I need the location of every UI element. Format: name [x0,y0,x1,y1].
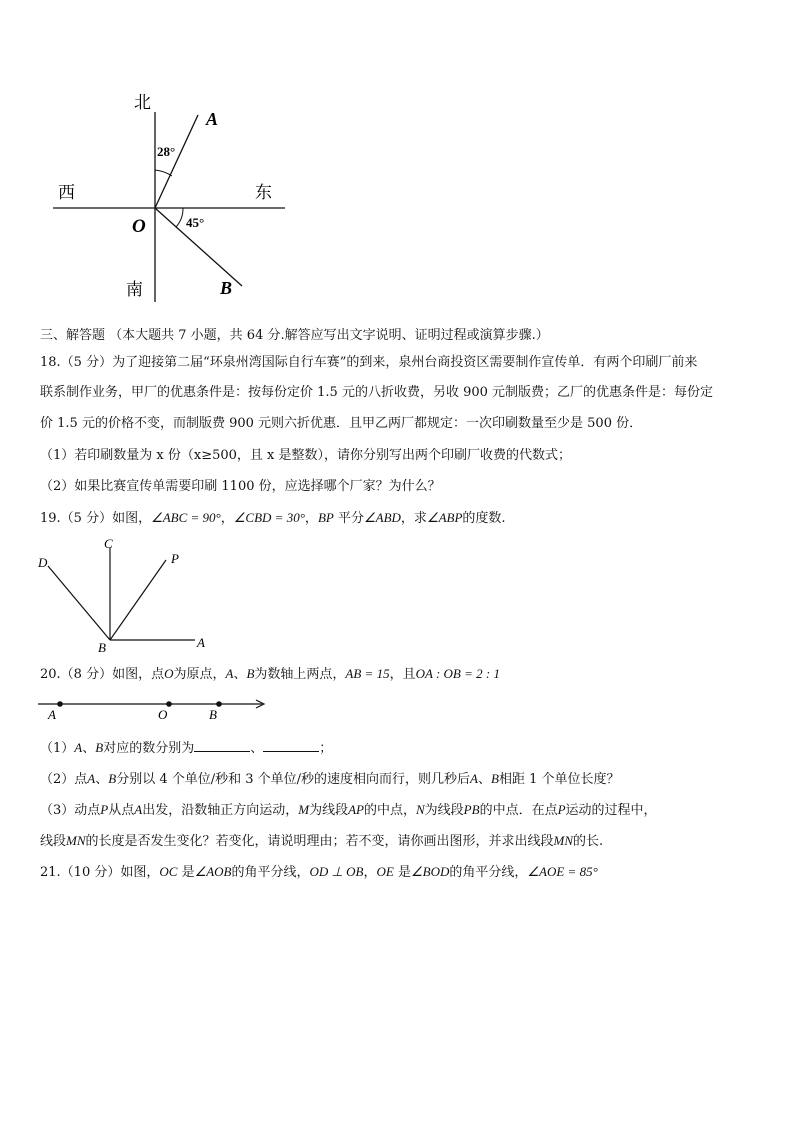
q20-t1: 为原点， [173,667,226,682]
label-angle-b: 45° [186,215,205,230]
q20-sub3-p: P [100,802,109,817]
label-point-a: A [206,109,219,129]
q21-bisector: 的角平分线， [231,865,310,880]
q20-sub-2 [40,769,620,790]
q21-bisector2: 的角平分线， [449,865,528,880]
q20-b: B [246,666,255,681]
q20-sub3-len: 的长. [573,834,604,849]
axis-label-o: O [158,707,168,722]
q19-angle-abp: ∠ABP [426,510,463,525]
label-west: 西 [58,183,75,202]
q20-sub3-a: A [134,802,143,817]
q20-sub-3-line-2 [40,831,603,852]
q19-sep-2: ， [304,511,318,526]
section-title: 三、解答题 （本大题共 7 小题，共 64 分.解答应写出文字说明、证明过程或演算步骤.） [40,328,549,343]
q19-prefix: 19.（5 分）如图， [40,511,152,526]
q21-oc: OC [159,864,178,879]
q19-angle-cbd: ∠CBD = 30° [233,510,305,525]
label-north: 北 [134,93,151,112]
q21-oe: OE [376,864,394,879]
q20-sub3-mid2: 的中点．在点 [479,803,558,818]
ray-bd [48,566,110,640]
label-east: 东 [255,183,272,202]
q20-sub3-seg3: 线段 [40,834,67,849]
q21-prefix: 21.（10 分）如图， [40,865,160,880]
q20-dun: 、 [233,667,247,682]
q19-find: ，求 [400,511,427,526]
q21-aoe: ∠AOE = 85° [527,864,598,879]
q20-sub2-b: B [108,771,117,786]
q20-sub3-change: 的长度是否发生变化？若变化，请说明理由；若不变，请你画出图形，并求出线段 [85,834,554,849]
q20-sub3-mn2: MN [553,833,574,848]
q20-sub3-pb: PB [463,802,480,817]
axis-label-a: A [48,707,56,722]
q20-sub-3 [40,800,657,821]
q20-sub3-p2: P [557,802,566,817]
angle-arc-a [155,170,172,176]
q18-sub-2: （2）如果比赛宣传单需要印刷 1100 份，应选择哪个厂家？为什么？ [40,479,441,494]
label-south: 南 [126,280,143,299]
q20-sub1-text: 对应的数分别为 [103,741,195,756]
q21-bod: ∠BOD [410,864,450,879]
q21-comma: ， [363,865,377,880]
label-origin: O [132,216,146,237]
q18-line-3: 价 1.5 元的价格不变，而制版费 900 元则六折优惠．且甲乙两厂都规定：一次印刷数量至少是 500 份． [40,416,643,431]
q20-sub3-seg: 为线段 [309,803,349,818]
answer-blank-1[interactable] [194,738,250,752]
q20-t3: ，且 [389,667,416,682]
q19-end: 的度数. [462,511,506,526]
q21-is2: 是 [397,865,411,880]
label-d: D [38,555,48,570]
label-angle-a: 28° [157,144,176,159]
q20-sub1-dun: 、 [82,741,96,756]
q20-prefix: 20.（8 分）如图，点 [40,667,165,682]
q20-a: A [225,666,234,681]
q20-question [40,664,500,685]
angle-arc-b [176,208,183,227]
label-point-b: B [220,278,233,298]
q20-sub3-mid: 的中点， [363,803,416,818]
label-a: A [197,635,205,650]
q20-sub2-end: 相距 1 个单位长度？ [498,772,620,787]
ray-oa [155,115,198,208]
q19-angle-abd: ∠ABD [363,510,401,525]
q20-eq-ratio: OA : OB = 2 : 1 [415,666,500,681]
label-b: B [98,640,106,655]
q18-sub-1: （1）若印刷数量为 x 份（x≥500，且 x 是整数），请你分别写出两个印刷厂收费的代数式； [40,448,572,463]
q18-line-1: 18.（5 分）为了迎接第二届“环泉州湾国际自行车赛”的到来，泉州台商投资区需要制作宣传单．有两个印刷厂前来 [40,355,698,370]
q19-sep-1: ， [220,511,234,526]
q20-sub1-num: （1） [40,741,75,756]
q19-angle-abc: ∠ABC = 90° [151,510,221,525]
q20-sub2-num: （2）点 [40,772,88,787]
q20-t2: 为数轴上两点， [254,667,346,682]
q20-sub3-n: N [415,802,425,817]
number-line [0,690,794,730]
point-a [57,701,63,707]
ray-bp [110,560,166,640]
q20-sub2-a2: A [470,771,478,786]
q20-sub2-dun: 、 [95,772,109,787]
q19-bp: BP [317,510,334,525]
compass-diagram [0,0,794,320]
q20-sub3-num: （3）动点 [40,803,101,818]
q20-sub1-dun2: 、 [250,741,264,756]
q18-line-2: 联系制作业务，甲厂的优惠条件是：按每份定价 1.5 元的八折收费，另收 900 元制版费；乙厂的优惠条件是：每份定 [40,385,714,400]
q20-o: O [164,666,174,681]
q20-sub3-m: M [298,802,310,817]
q21-perp: OD ⊥ OB [309,864,364,879]
label-p: P [171,551,179,566]
q20-eq-ab: AB = 15 [345,666,390,681]
q20-sub3-process: 运动的过程中， [565,803,657,818]
q20-sub3-seg2: 为线段 [424,803,464,818]
q20-sub3-move: 出发，沿数轴正方向运动， [142,803,299,818]
q19-bisects: 平分 [337,511,364,526]
q20-sub3-ap: AP [348,802,364,817]
axis-label-b: B [209,707,217,722]
point-b [216,701,222,707]
q20-sub2-b2: B [491,771,499,786]
q20-sub2-dun2: 、 [478,772,492,787]
point-o [166,701,172,707]
q20-sub1-b: B [95,740,104,755]
q20-sub1-end: ； [319,741,333,756]
q20-sub3-from: 从点 [108,803,135,818]
q21-aob: ∠AOB [194,864,232,879]
answer-blank-2[interactable] [263,738,319,752]
q20-sub3-mn: MN [66,833,86,848]
q21-question [40,862,598,883]
q20-sub-1 [40,738,332,759]
q21-is: 是 [181,865,195,880]
q20-sub1-a: A [74,740,83,755]
label-c: C [104,536,113,551]
q20-sub2-a: A [87,771,96,786]
q19-question [40,508,506,529]
q20-sub2-text: 分别以 4 个单位/秒和 3 个单位/秒的速度相向而行，则几秒后 [116,772,471,787]
q19-angle-diagram [0,530,794,660]
